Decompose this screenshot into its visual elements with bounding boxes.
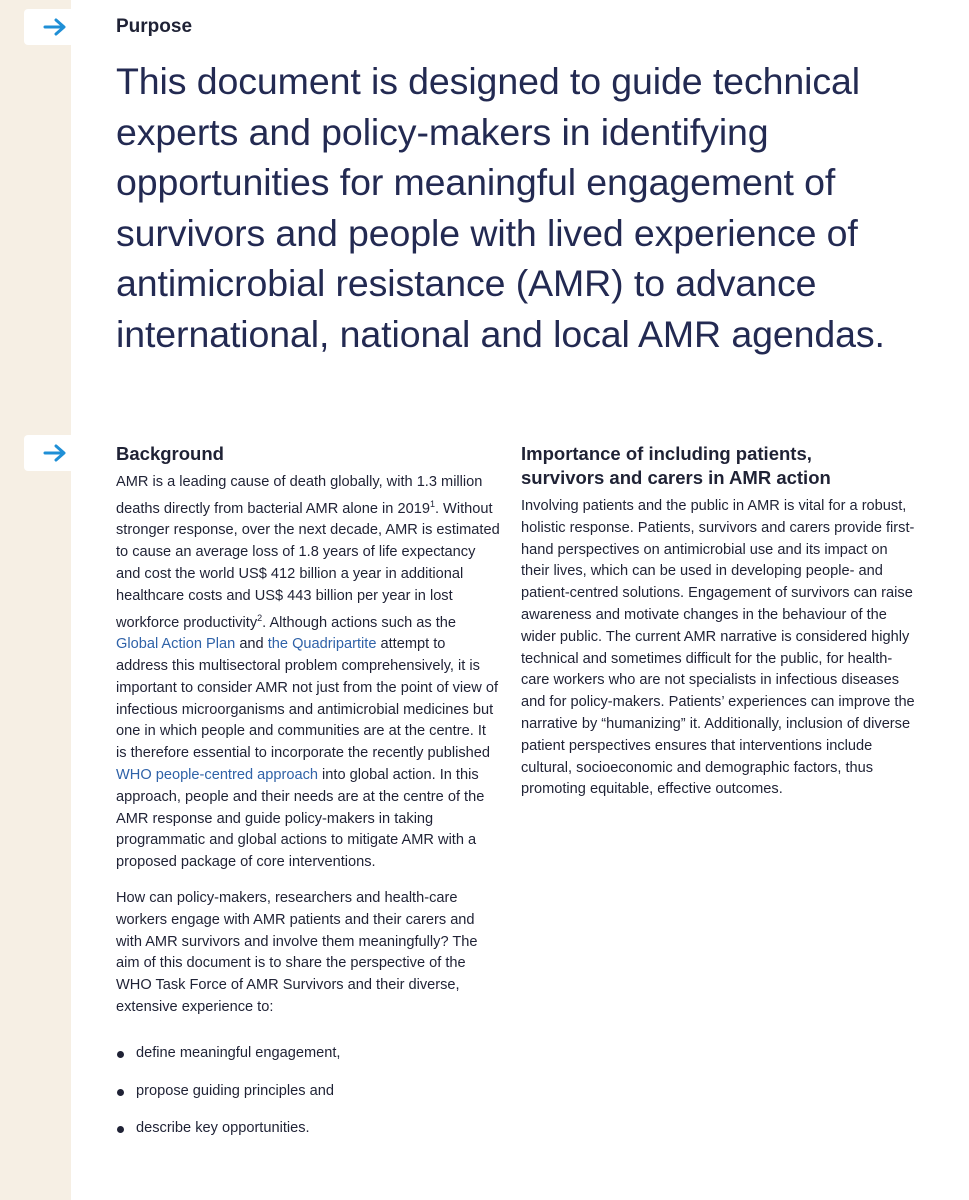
footnote-ref-2[interactable]: 2 (257, 612, 263, 623)
background-arrow-marker (24, 435, 86, 471)
background-heading: Background (116, 443, 224, 464)
footnote-ref-1[interactable]: 1 (429, 498, 435, 509)
global-action-plan-link[interactable]: Global Action Plan (116, 636, 236, 653)
background-paragraph-2: How can policy-makers, researchers and health-care workers engage with AMR patients and their carers and with AMR survivors and involve them meaningfully? The aim of this document is to share the perspective of the WHO Task Force of AMR Survivors and their diverse, extensive experience to: (116, 890, 478, 1016)
list-item (116, 1118, 500, 1140)
text-run: . Without stronger response, over the next decade, AMR is estimated to cause an average loss of 1.8 years of life expectancy and cost the world US$ 412 billion a year in additional healthcare costs and US$ 443 billion per year in lost workforce productivity (116, 500, 500, 631)
importance-heading-line-1: Importance of including patients, (521, 443, 812, 464)
text-run: into global action. In this approach, people and their needs are at the centre of the AMR response and guide policy-makers in taking programmatic and global actions to mitigate AMR with a proposed package of core interventions. (116, 767, 485, 871)
list-item (116, 1043, 500, 1065)
aims-list (116, 1043, 500, 1140)
background-section (116, 442, 500, 1156)
text-run: . Although actions such as the (262, 614, 457, 631)
arrow-right-icon (43, 18, 67, 36)
margin-strip (0, 0, 71, 1200)
bullet-icon (117, 1126, 124, 1133)
purpose-label: Purpose (116, 16, 193, 37)
list-item-text: define meaningful engagement, (136, 1044, 341, 1061)
arrow-right-icon (43, 444, 67, 462)
bullet-icon (117, 1051, 124, 1058)
list-item-text: propose guiding principles and (136, 1082, 334, 1099)
importance-heading (521, 442, 916, 490)
text-run: attempt to address this multisectoral problem comprehensively, it is important to consider AMR not just from the point of view of infectious microorganisms and antimicrobial medicines but one in which people and communities are at the centre. It is therefore essential to incorporate the recently published (116, 636, 499, 762)
list-item-text: describe key opportunities. (136, 1120, 310, 1137)
importance-heading-line-2: survivors and carers in AMR action (521, 467, 831, 488)
importance-section (521, 442, 916, 801)
purpose-arrow-marker (24, 9, 86, 45)
who-people-centred-approach-link[interactable]: WHO people-centred approach (116, 767, 318, 784)
quadripartite-link[interactable]: the Quadripartite (267, 636, 377, 653)
text-run: and (235, 636, 268, 653)
importance-paragraph: Involving patients and the public in AMR is vital for a robust, holistic response. Patients, survivors and carers provide first-hand perspectives on antimicrobial use and its impact on their lives, which can be used in developing people- and patient-centred solutions. Engagement of survivors can raise awareness and motivate changes in the behaviour of the wider public. The current AMR narrative is considered highly technical and sometimes difficult for the public, for health-care workers who are not specialists in infectious diseases and for policy-makers. Patients’ experiences can improve the narrative by “humanizing” it. Additionally, inclusion of diverse patient perspectives ensures that interventions include cultural, socioeconomic and demographic factors, thus promoting equitable, effective outcomes. (521, 498, 915, 798)
purpose-statement: This document is designed to guide technical experts and policy-makers in identifying opportunities for meaningful engagement of survivors and people with lived experience of antimicrobial resistance (AMR) to advance international, national and local AMR agendas. (116, 60, 885, 355)
list-item (116, 1081, 500, 1103)
text-run: AMR is a leading cause of death globally, with 1.3 million deaths directly from bacterial AMR alone in 2019 (116, 474, 483, 517)
bullet-icon (117, 1089, 124, 1096)
background-paragraph-1 (116, 472, 500, 874)
